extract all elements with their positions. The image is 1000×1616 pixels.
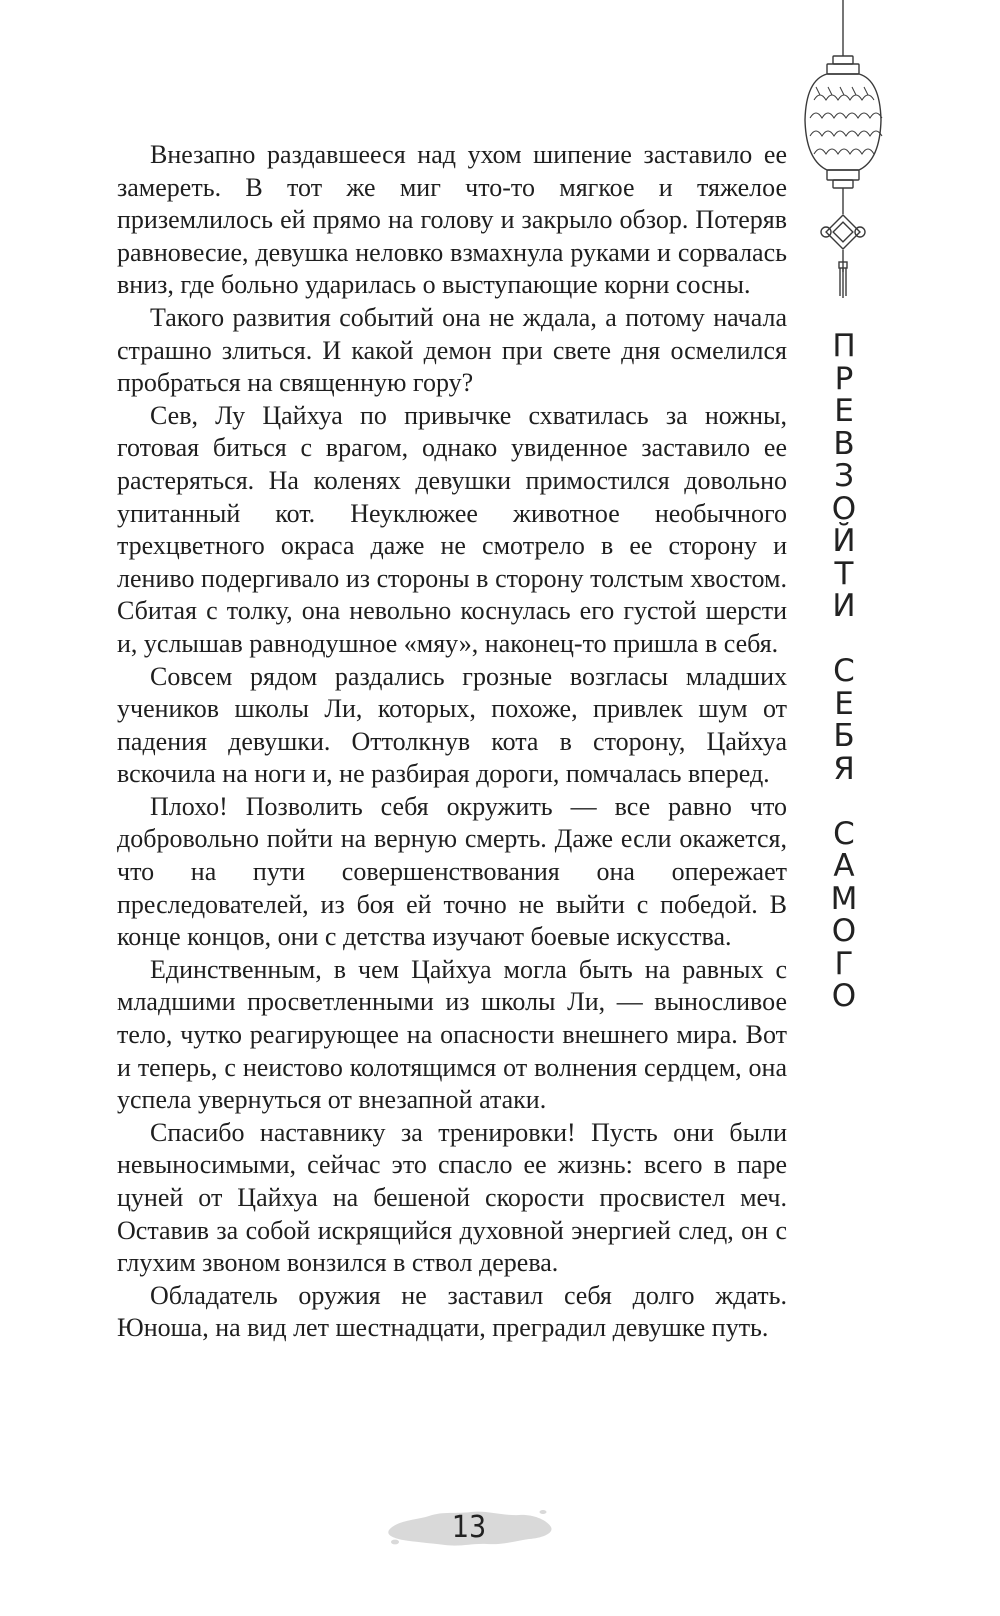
running-head-letter: С <box>833 815 855 852</box>
running-head <box>820 330 868 1030</box>
running-head-letter: Й <box>832 523 856 559</box>
running-head-letter: А <box>833 848 855 884</box>
running-head-letter: О <box>831 913 857 949</box>
body-text <box>117 139 787 1429</box>
running-head-letter: Б <box>833 718 855 754</box>
page-number: 13 <box>451 1510 487 1545</box>
paragraph: Спасибо наставнику за тренировки! Пусть они были невыносимыми, сейчас это спасло ее жизнь: всего в паре цуней от Цайхуа на бешеной скорости просвистел меч. Оставив за собой искрящийся духовной энергией след, он с глухим звоном вонзился в ствол дерева. <box>117 1117 787 1278</box>
running-head-letter: О <box>831 978 857 1014</box>
page-number-area <box>383 1500 555 1556</box>
running-head-letter: Т <box>834 555 854 592</box>
paragraph: Обладатель оружия не заставил себя долго ждать. Юноша, на вид лет шестнадцати, преградил девушке путь. <box>117 1280 787 1343</box>
running-head-letter: Р <box>834 360 854 397</box>
lantern-icon <box>800 0 886 300</box>
paragraph: Единственным, в чем Цайхуа могла быть на равных с младшими просветленными из школы Ли, — выносливое тело, чутко реагирующее на опасности внешнего мира. Вот и теперь, с неистово колотящимся от волнения сердцем, она успела увернуться от внезапной атаки. <box>117 954 787 1115</box>
paragraph: Совсем рядом раздались грозные возгласы младших учеников школы Ли, которых, похоже, привлек шум от падения девушки. Оттолкнув кота в сторону, Цайхуа вскочила на ноги и, не разбирая дороги, помчалась вперед. <box>117 661 787 789</box>
paragraph: Сев, Лу Цайхуа по привычке схватилась за ножны, готовая биться с врагом, однако увиденное заставило ее растеряться. На коленях девушки примостился довольно упитанный кот. Неуклюжее животное необычного трехцветного окраса даже не смотрело в ее сторону и лениво подергивало из стороны в сторону толстым хвостом. Сбитая с толку, она невольно коснулась его густой шерсти и, услышав равнодушное «мяу», наконец-то пришла в себя. <box>117 400 787 658</box>
running-head-letter: Г <box>834 945 854 982</box>
paragraph: Плохо! Позволить себя окружить — все равно что добровольно пойти на верную смерть. Даже если окажется, что на пути совершенствования она опережает преследователей, из боя ей точно не выйти с победой. В конце концов, они с детства изучают боевые искусства. <box>117 791 787 952</box>
paragraph: Такого развития событий она не ждала, а потому начала страшно злиться. И какой демон при свете дня осмелился пробраться на священную гору? <box>117 302 787 398</box>
running-head-letter: П <box>832 328 856 364</box>
running-head-letter: М <box>830 880 858 917</box>
running-head-letter: С <box>833 653 855 689</box>
running-head-letter: В <box>833 425 855 462</box>
running-head-letter: И <box>832 588 856 624</box>
running-head-letter: Е <box>834 685 854 722</box>
running-head-letter: Е <box>834 393 854 429</box>
paragraph: Внезапно раздавшееся над ухом шипение заставило ее замереть. В тот же миг что-то мягкое и тяжелое приземлилось ей прямо на голову и закрыло обзор. Потеряв равновесие, девушка неловко взмахнула руками и сорвалась вниз, где больно ударилась о выступающие корни сосны. <box>117 140 787 300</box>
running-head-letter: Я <box>833 750 855 787</box>
running-head-letter: З <box>834 458 854 494</box>
running-head-letter: О <box>831 490 857 527</box>
